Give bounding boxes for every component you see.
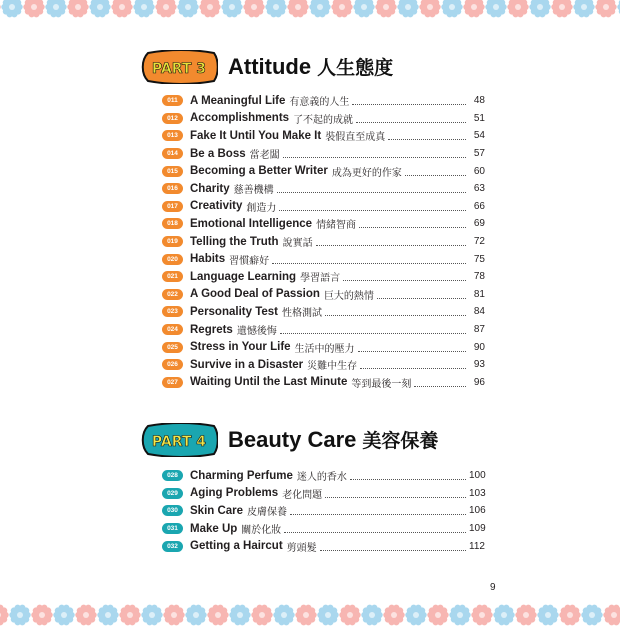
flower-icon — [595, 0, 616, 17]
flower-icon — [339, 605, 360, 626]
flower-icon — [207, 605, 228, 626]
entry-title: Charming Perfume — [190, 469, 293, 482]
entry-number-badge: 025 — [162, 342, 183, 353]
entry-title-zh: 說實話 — [282, 238, 313, 250]
entry-title-zh: 皮膚保養 — [247, 507, 288, 519]
entry-title: Be a Boss — [190, 147, 246, 160]
dot-leader — [316, 237, 466, 246]
flower-icon — [581, 605, 602, 626]
entry-page-number: 90 — [473, 341, 485, 353]
toc-entry — [140, 520, 485, 538]
entry-page-number: 96 — [473, 376, 485, 388]
toc-entry — [140, 321, 485, 339]
badge-label: PART 4 — [151, 434, 207, 450]
entry-page-number: 57 — [473, 148, 485, 160]
section-title-zh: 美容保養 — [362, 430, 439, 452]
flower-icon — [375, 0, 396, 17]
dot-leader — [360, 360, 466, 369]
dot-leader — [350, 471, 466, 480]
dot-leader — [280, 325, 466, 334]
flower-icon — [463, 0, 484, 17]
toc-entry — [140, 356, 485, 374]
toc-entry — [140, 110, 485, 128]
flower-icon — [133, 0, 154, 17]
dot-leader — [284, 524, 466, 533]
toc-entry — [140, 286, 485, 304]
entry-title-zh: 巨大的熱情 — [323, 290, 374, 302]
entry-title: Personality Test — [190, 305, 278, 318]
flower-icon — [441, 0, 462, 17]
entry-number-badge: 023 — [162, 306, 183, 317]
entry-title-zh: 慈善機構 — [233, 185, 274, 197]
toc-entry — [140, 127, 485, 145]
flower-icon — [243, 0, 264, 17]
entry-page-number: 109 — [469, 523, 486, 535]
flower-icon — [1, 0, 22, 17]
flower-icon — [295, 605, 316, 626]
flower-icon — [485, 0, 506, 17]
dot-leader — [359, 219, 466, 228]
entry-number-badge: 026 — [162, 359, 183, 370]
flower-icon — [383, 605, 404, 626]
entry-page-number: 87 — [473, 324, 485, 336]
section-title — [228, 53, 393, 80]
dot-leader — [290, 506, 466, 515]
section-title-en: Attitude — [228, 54, 312, 79]
entry-title-zh: 學習語言 — [300, 273, 341, 285]
flower-icon — [449, 605, 470, 626]
entry-title: Stress in Your Life — [190, 341, 291, 354]
flower-icon — [97, 605, 118, 626]
section-title-en: Beauty Care — [228, 427, 357, 452]
entry-title: Make Up — [190, 522, 238, 535]
entry-title: Creativity — [190, 200, 243, 213]
dot-leader — [414, 378, 466, 387]
dot-leader — [352, 96, 466, 105]
toc-entry — [140, 303, 485, 321]
entry-title-zh: 當老闆 — [249, 150, 280, 162]
flower-icon — [23, 0, 44, 17]
entry-number-badge: 012 — [162, 113, 183, 124]
top-flower-border — [0, 0, 620, 14]
toc-entry — [140, 537, 485, 555]
flower-icon — [471, 605, 492, 626]
entry-number-badge: 019 — [162, 236, 183, 247]
entry-page-number: 66 — [473, 200, 485, 212]
flower-icon — [199, 0, 220, 17]
toc-entry — [140, 215, 485, 233]
flower-icon — [317, 605, 338, 626]
dot-leader — [325, 307, 466, 316]
entry-title-zh: 等到最後一刻 — [351, 378, 412, 390]
entry-title-zh: 成為更好的作家 — [331, 167, 402, 179]
entry-page-number: 51 — [473, 112, 485, 124]
flower-icon — [89, 0, 110, 17]
entry-page-number: 75 — [473, 253, 485, 265]
entry-title-zh: 老化問題 — [282, 489, 323, 501]
entry-title: Regrets — [190, 323, 233, 336]
entry-title-zh: 災難中生存 — [307, 361, 358, 373]
entry-title-zh: 迷人的香水 — [296, 472, 347, 484]
dot-leader — [320, 542, 466, 551]
page-number: 9 — [490, 582, 496, 593]
toc-entry — [140, 467, 485, 485]
entry-title-zh: 關於化妝 — [241, 525, 282, 537]
flower-icon — [221, 0, 242, 17]
flower-icon — [529, 0, 550, 17]
part-4-header — [140, 423, 485, 463]
badge-label: PART 3 — [151, 61, 207, 77]
entry-title: Aging Problems — [190, 487, 279, 500]
flower-icon — [31, 605, 52, 626]
entry-title: Waiting Until the Last Minute — [190, 376, 348, 389]
entry-title: Getting a Haircut — [190, 540, 283, 553]
toc-entry — [140, 250, 485, 268]
flower-icon — [397, 0, 418, 17]
part-3-header — [140, 50, 485, 90]
entry-page-number: 84 — [473, 306, 485, 318]
flower-icon — [111, 0, 132, 17]
entry-page-number: 54 — [473, 130, 485, 142]
entry-number-badge: 030 — [162, 505, 183, 516]
dot-leader — [325, 489, 466, 498]
entry-title: Becoming a Better Writer — [190, 165, 328, 178]
dot-leader — [343, 272, 466, 281]
entry-page-number: 69 — [473, 218, 485, 230]
flower-icon — [427, 605, 448, 626]
entry-title-zh: 遺憾後悔 — [236, 326, 277, 338]
toc-entry — [140, 268, 485, 286]
flower-border-graphic — [0, 0, 620, 22]
dot-leader — [388, 131, 466, 140]
entry-number-badge: 014 — [162, 148, 183, 159]
entry-page-number: 100 — [469, 470, 486, 482]
dot-leader — [356, 114, 466, 123]
flower-icon — [163, 605, 184, 626]
entry-title: Emotional Intelligence — [190, 217, 313, 230]
toc-entry — [140, 145, 485, 163]
dot-leader — [358, 343, 466, 352]
flower-icon — [603, 605, 620, 626]
entry-number-badge: 024 — [162, 324, 183, 335]
toc-list-part-4 — [140, 467, 485, 555]
entry-number-badge: 020 — [162, 254, 183, 265]
entry-title-zh: 性格測試 — [282, 308, 322, 320]
entry-number-badge: 031 — [162, 523, 183, 534]
flower-icon — [419, 0, 440, 17]
section-part-3 — [140, 50, 485, 391]
entry-title-zh: 創造力 — [246, 202, 277, 214]
flower-icon — [515, 605, 536, 626]
flower-icon — [0, 605, 9, 626]
flower-icon — [273, 605, 294, 626]
toc-entry — [140, 338, 485, 356]
flower-icon — [45, 0, 66, 17]
flower-icon — [0, 0, 1, 17]
entry-page-number: 81 — [473, 288, 485, 300]
section-part-4 — [140, 423, 485, 555]
toc-entry — [140, 162, 485, 180]
entry-title: A Good Deal of Passion — [190, 288, 320, 301]
dot-leader — [377, 290, 466, 299]
toc-entry — [140, 180, 485, 198]
flower-icon — [493, 605, 514, 626]
flower-icon — [537, 605, 558, 626]
flower-icon — [353, 0, 374, 17]
toc-entry — [140, 198, 485, 216]
entry-number-badge: 018 — [162, 218, 183, 229]
flower-icon — [119, 605, 140, 626]
entry-number-badge: 022 — [162, 289, 183, 300]
flower-icon — [185, 605, 206, 626]
entry-title-zh: 生活中的壓力 — [294, 343, 355, 355]
toc-list-part-3 — [140, 92, 485, 391]
entry-number-badge: 027 — [162, 377, 183, 388]
toc-entry — [140, 92, 485, 110]
part-3-badge — [140, 50, 218, 84]
flower-icon — [405, 605, 426, 626]
entry-number-badge: 032 — [162, 541, 183, 552]
toc-entry — [140, 374, 485, 392]
entry-page-number: 63 — [473, 183, 485, 195]
entry-number-badge: 015 — [162, 166, 183, 177]
entry-title: Charity — [190, 182, 230, 195]
flower-icon — [177, 0, 198, 17]
dot-leader — [277, 184, 466, 193]
entry-page-number: 106 — [469, 505, 486, 517]
entry-page-number: 48 — [473, 95, 485, 107]
flower-icon — [141, 605, 162, 626]
entry-number-badge: 021 — [162, 271, 183, 282]
entry-title: Habits — [190, 253, 226, 266]
flower-icon — [507, 0, 528, 17]
entry-title: Telling the Truth — [190, 235, 279, 248]
entry-title-zh: 習慣癖好 — [229, 255, 270, 267]
entry-title: A Meaningful Life — [190, 94, 286, 107]
toc-entry — [140, 485, 485, 503]
dot-leader — [272, 255, 466, 264]
flower-icon — [75, 605, 96, 626]
section-title — [228, 426, 438, 453]
entry-page-number: 72 — [473, 236, 485, 248]
entry-title-zh: 剪頭髮 — [286, 542, 317, 554]
flower-icon — [287, 0, 308, 17]
entry-title: Language Learning — [190, 270, 297, 283]
flower-icon — [67, 0, 88, 17]
entry-title: Accomplishments — [190, 112, 290, 125]
entry-title: Skin Care — [190, 504, 244, 517]
entry-number-badge: 011 — [162, 95, 183, 106]
section-title-zh: 人生態度 — [317, 57, 394, 79]
flower-icon — [361, 605, 382, 626]
entry-title-zh: 了不起的成就 — [293, 114, 354, 126]
entry-number-badge: 016 — [162, 183, 183, 194]
toc-entry — [140, 233, 485, 251]
entry-title-zh: 情緒智商 — [316, 220, 357, 232]
flower-icon — [251, 605, 272, 626]
flower-icon — [573, 0, 594, 17]
flower-icon — [229, 605, 250, 626]
entry-title: Fake It Until You Make It — [190, 129, 322, 142]
flower-icon — [551, 0, 572, 17]
bottom-flower-border — [0, 600, 620, 622]
entry-number-badge: 017 — [162, 201, 183, 212]
entry-page-number: 103 — [469, 487, 486, 499]
dot-leader — [405, 167, 466, 176]
flower-icon — [265, 0, 286, 17]
entry-page-number: 93 — [473, 359, 485, 371]
entry-page-number: 60 — [473, 165, 485, 177]
flower-border-graphic — [0, 600, 620, 630]
toc-entry — [140, 502, 485, 520]
entry-page-number: 112 — [469, 540, 485, 552]
flower-icon — [53, 605, 74, 626]
dot-leader — [283, 149, 466, 158]
entry-title-zh: 裝假直至成真 — [325, 132, 386, 144]
flower-icon — [559, 605, 580, 626]
entry-number-badge: 028 — [162, 470, 183, 481]
entry-number-badge: 029 — [162, 488, 183, 499]
flower-icon — [309, 0, 330, 17]
flower-icon — [331, 0, 352, 17]
flower-icon — [155, 0, 176, 17]
entry-page-number: 78 — [473, 271, 485, 283]
entry-title: Survive in a Disaster — [190, 358, 304, 371]
part-4-badge — [140, 423, 218, 457]
flower-icon — [9, 605, 30, 626]
dot-leader — [279, 202, 466, 211]
entry-number-badge: 013 — [162, 130, 183, 141]
entry-title-zh: 有意義的人生 — [289, 97, 350, 109]
